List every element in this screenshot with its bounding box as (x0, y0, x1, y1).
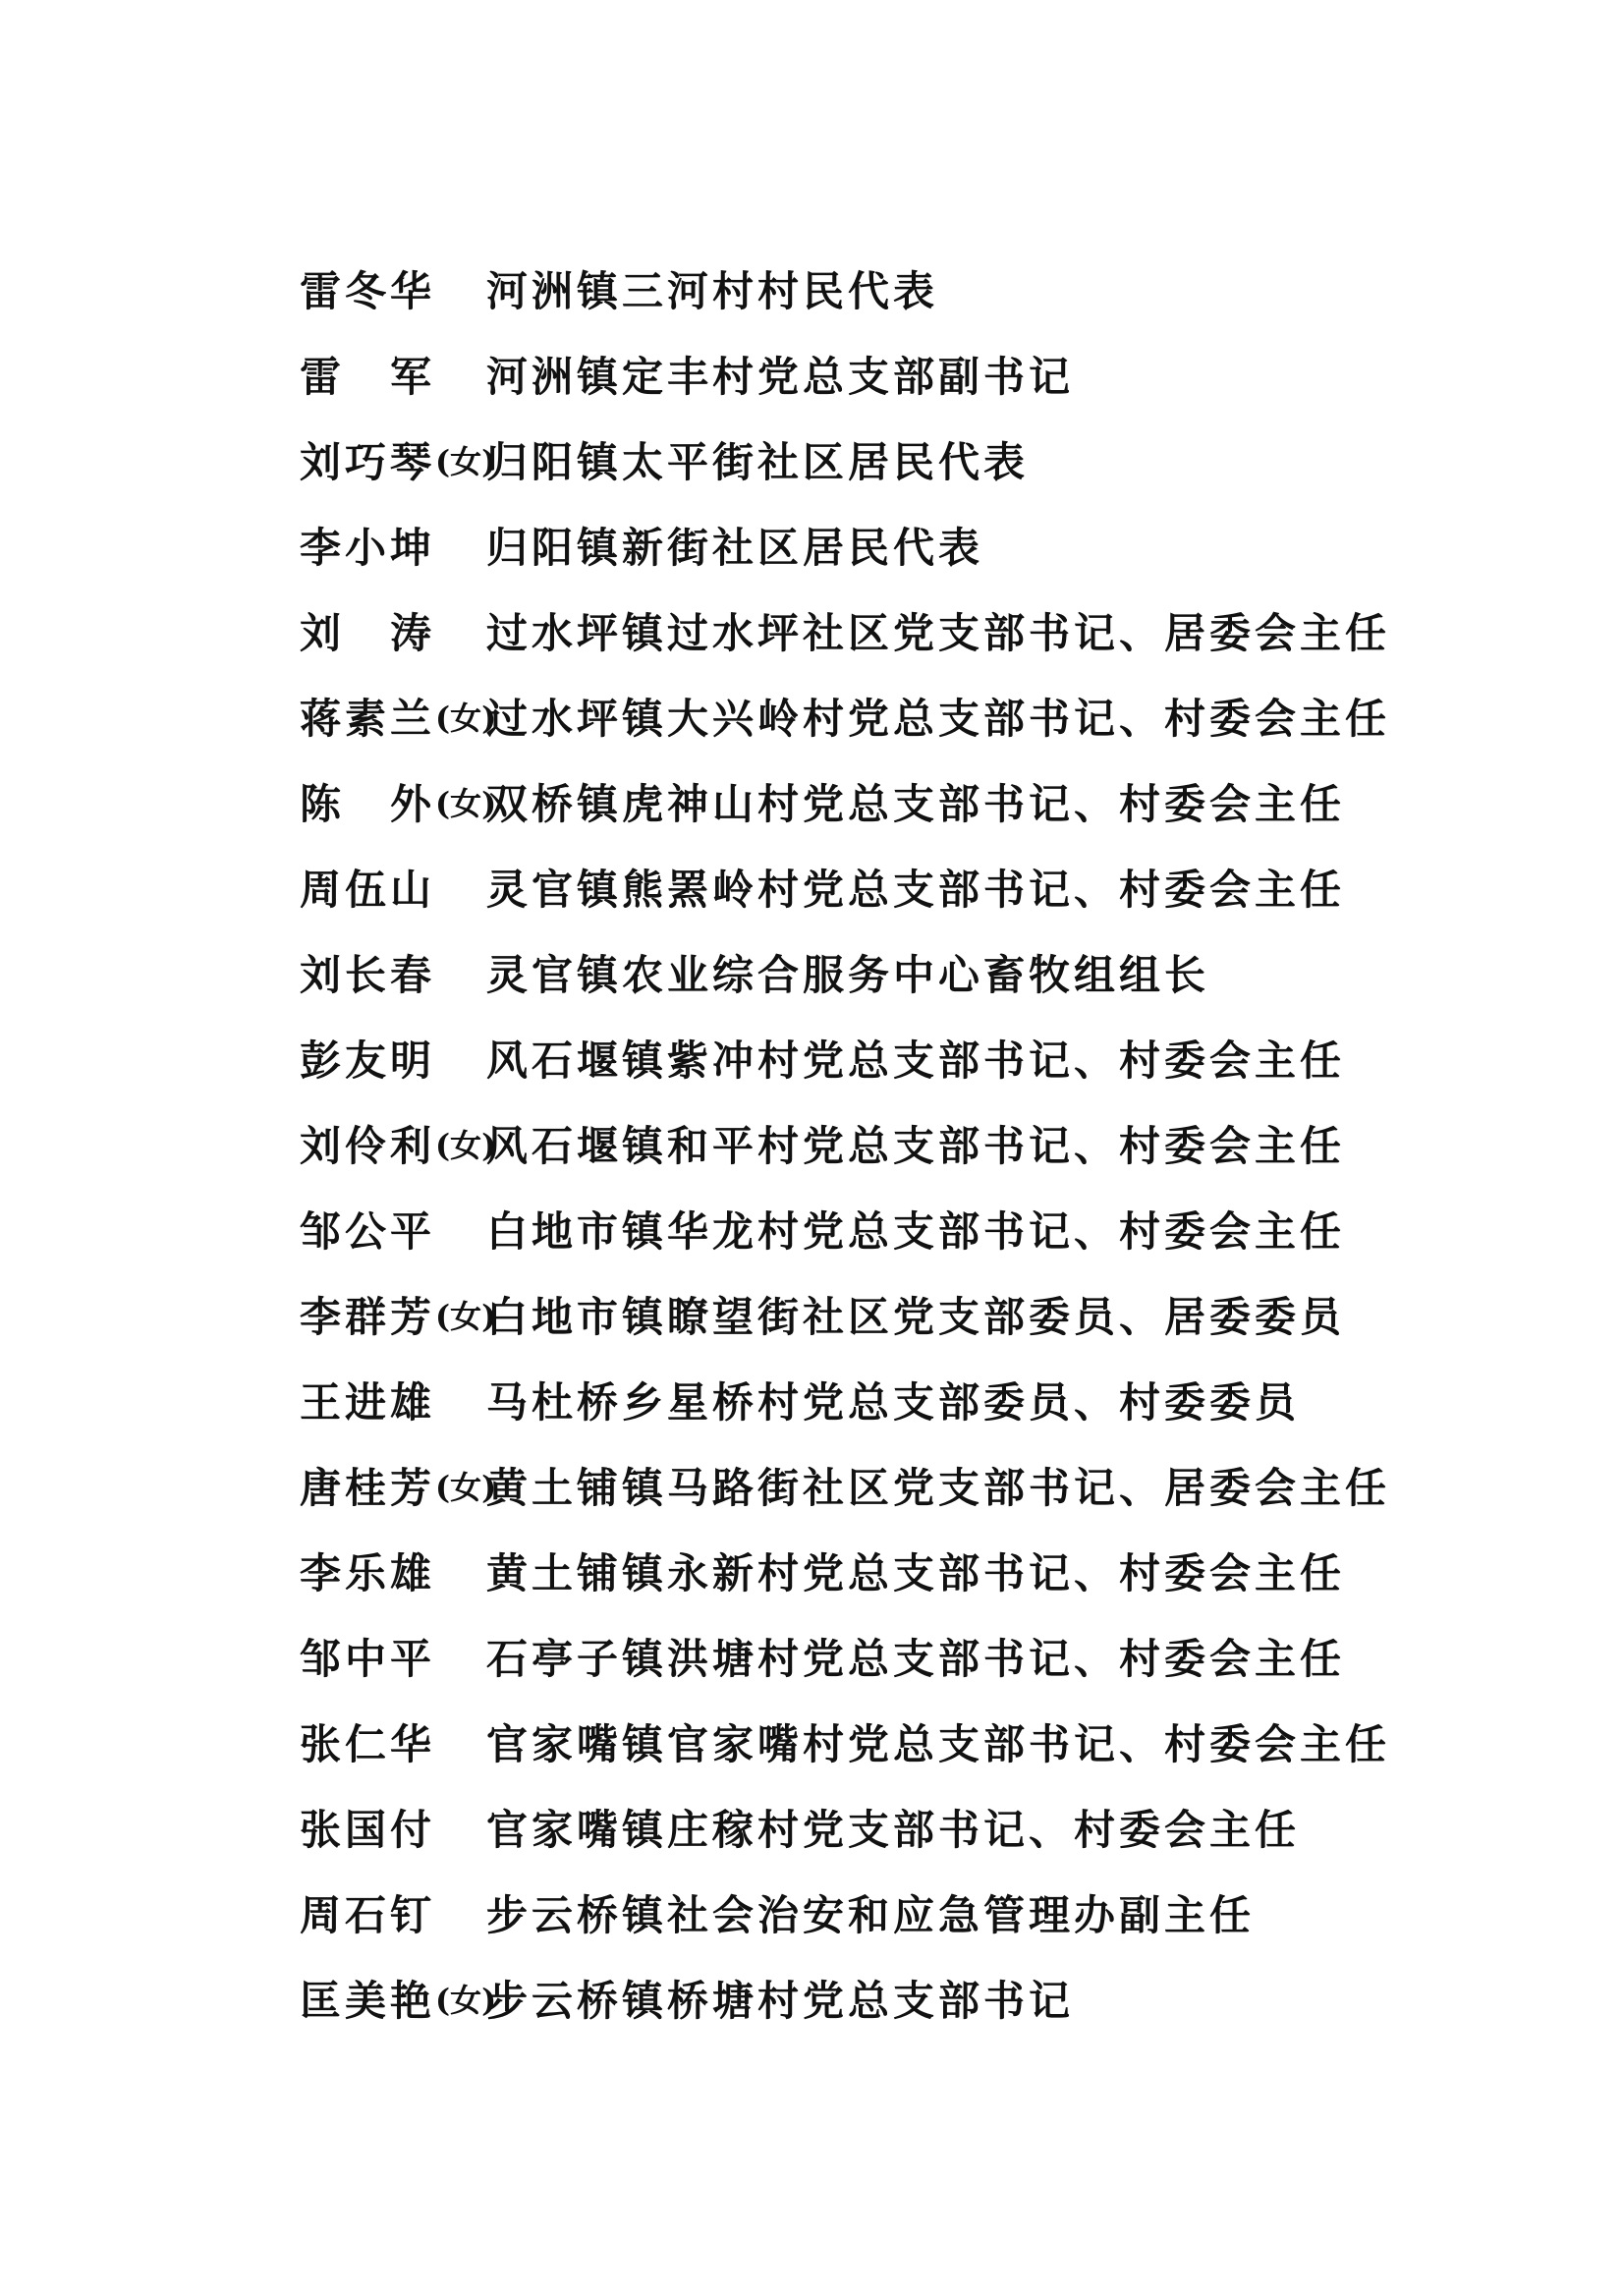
person-name: 蒋素兰 (300, 694, 436, 743)
person-role: 黄土铺镇永新村党总支部书记、村委会主任 (486, 1548, 1346, 1597)
gender-note: (女) (435, 1981, 497, 2019)
person-role: 河洲镇三河村村民代表 (486, 266, 939, 315)
list-item (300, 1015, 1420, 1100)
list-item (300, 1528, 1420, 1613)
person-role: 归阳镇太平街社区居民代表 (486, 437, 1030, 486)
person-role: 马杜桥乡星桥村党总支部委员、村委委员 (486, 1377, 1301, 1427)
person-role: 过水坪镇过水坪社区党支部书记、居委会主任 (486, 608, 1391, 657)
person-name: 周伍山 (300, 865, 436, 914)
person-name: 唐桂芳 (300, 1463, 436, 1512)
person-name: 李群芳 (300, 1292, 436, 1341)
person-role: 步云桥镇桥塘村党总支部书记 (486, 1976, 1075, 2025)
list-item (300, 1699, 1420, 1784)
person-name: 周石钉 (300, 1890, 436, 1939)
gender-note: (女) (435, 699, 497, 737)
list-item (300, 1442, 1420, 1528)
person-role: 石亭子镇洪塘村党总支部书记、村委会主任 (486, 1634, 1346, 1683)
person-name: 匡美艳 (300, 1976, 436, 2025)
person-name: 邹中平 (300, 1634, 436, 1683)
person-role: 风石堰镇和平村党总支部书记、村委会主任 (486, 1121, 1346, 1170)
list-item (300, 844, 1420, 929)
gender-note: (女) (435, 1126, 497, 1164)
person-name: 雷冬华 (300, 266, 436, 315)
person-role: 灵官镇农业综合服务中心畜牧组组长 (486, 950, 1210, 999)
list-item (300, 1613, 1420, 1699)
list-item (300, 588, 1420, 673)
person-name: 雷军 (300, 352, 435, 401)
person-role: 步云桥镇社会治安和应急管理办副主任 (486, 1890, 1256, 1939)
person-name: 刘巧琴 (300, 437, 436, 486)
person-name: 邹公平 (300, 1206, 436, 1256)
person-role: 黄土铺镇马路街社区党支部书记、居委会主任 (486, 1463, 1391, 1512)
list-item (300, 502, 1420, 588)
list-item (300, 673, 1420, 758)
person-role: 过水坪镇大兴岭村党总支部书记、村委会主任 (486, 694, 1391, 743)
person-name: 刘伶利 (300, 1121, 436, 1170)
gender-note: (女) (435, 1297, 497, 1335)
list-item (300, 929, 1420, 1015)
list-item (300, 1784, 1420, 1870)
list-item (300, 331, 1420, 417)
person-name: 李乐雄 (300, 1548, 436, 1597)
person-role: 双桥镇虎神山村党总支部书记、村委会主任 (486, 779, 1346, 828)
list-item (300, 417, 1420, 502)
person-name: 陈外 (300, 779, 435, 828)
list-item (300, 1186, 1420, 1271)
person-name: 李小坤 (300, 523, 436, 572)
list-item (300, 1357, 1420, 1442)
person-role: 白地市镇瞭望街社区党支部委员、居委委员 (486, 1292, 1346, 1341)
list-item (300, 1100, 1420, 1186)
person-role: 官家嘴镇官家嘴村党总支部书记、村委会主任 (486, 1719, 1391, 1768)
list-item (300, 1870, 1420, 1955)
list-item (300, 1271, 1420, 1357)
name-list (300, 246, 1420, 2041)
list-item (300, 1955, 1420, 2041)
gender-note: (女) (435, 1468, 497, 1506)
list-item (300, 758, 1420, 844)
person-role: 灵官镇熊罴岭村党总支部书记、村委会主任 (486, 865, 1346, 914)
person-name: 张国付 (300, 1805, 436, 1854)
person-name: 王进雄 (300, 1377, 436, 1427)
person-name: 刘涛 (300, 608, 435, 657)
person-role: 归阳镇新街社区居民代表 (486, 523, 984, 572)
person-name: 彭友明 (300, 1036, 436, 1085)
person-role: 官家嘴镇庄稼村党支部书记、村委会主任 (486, 1805, 1301, 1854)
gender-note: (女) (435, 784, 497, 822)
person-role: 河洲镇定丰村党总支部副书记 (486, 352, 1075, 401)
person-name: 刘长春 (300, 950, 436, 999)
person-role: 风石堰镇紫冲村党总支部书记、村委会主任 (486, 1036, 1346, 1085)
person-role: 白地市镇华龙村党总支部书记、村委会主任 (486, 1206, 1346, 1256)
person-name: 张仁华 (300, 1719, 436, 1768)
gender-note: (女) (435, 442, 497, 480)
list-item (300, 246, 1420, 331)
